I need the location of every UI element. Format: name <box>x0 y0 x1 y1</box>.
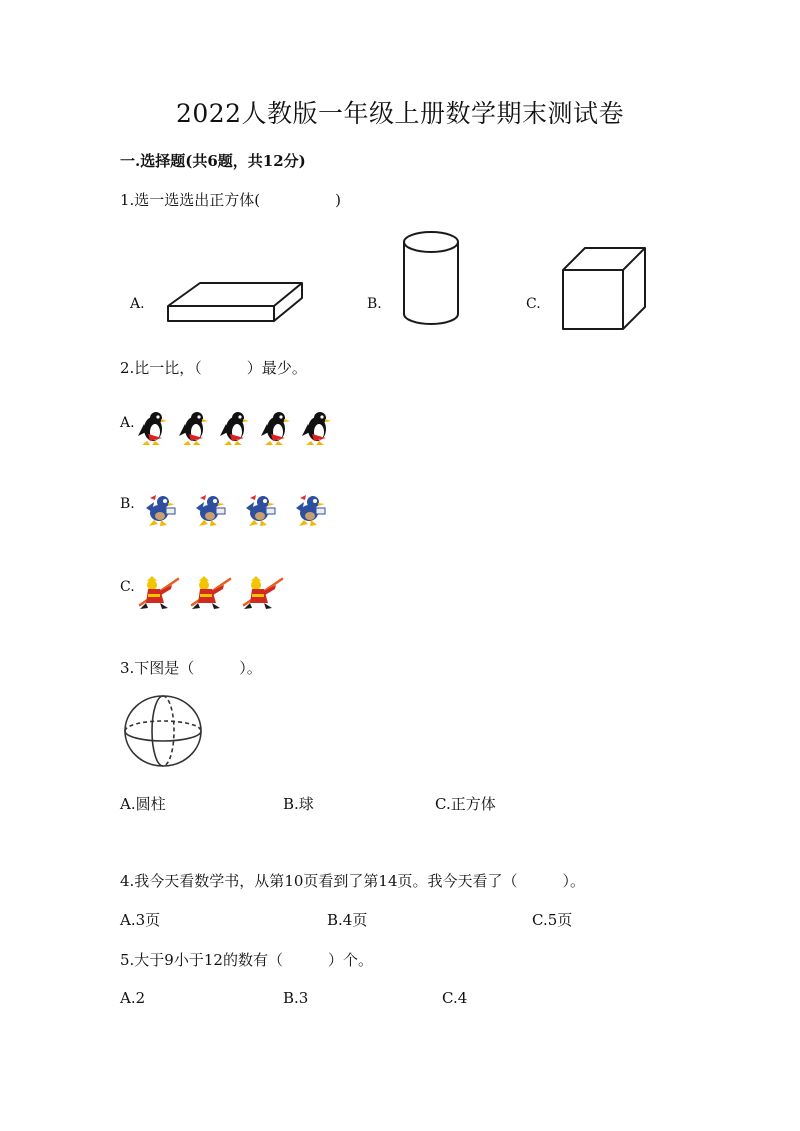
q4-option-c: C.5页 <box>532 911 573 929</box>
question-5-text: 5.大于9小于12的数有（ ）个。 <box>120 951 373 969</box>
monkey-king-icon <box>138 575 182 613</box>
q3-option-c: C.正方体 <box>435 795 496 813</box>
q2-option-c-label: C. <box>120 579 135 595</box>
q1-option-c-label: C. <box>526 296 541 312</box>
penguin-icon <box>300 410 334 448</box>
question-2-text: 2.比一比，（ ）最少。 <box>120 359 307 377</box>
question-3-text: 3.下图是（ ）。 <box>120 659 262 677</box>
penguin-icon <box>177 410 211 448</box>
penguin-icon <box>218 410 252 448</box>
section-heading: 一.选择题(共6题，共12分) <box>120 152 306 170</box>
question-1-text: 1.选一选选出正方体( ) <box>120 191 342 209</box>
penguin-icon <box>136 410 170 448</box>
blue-bird-icon <box>192 492 230 530</box>
question-4-text: 4.我今天看数学书，从第10页看到了第14页。我今天看了（ ）。 <box>120 872 585 890</box>
q5-option-c: C.4 <box>442 989 468 1007</box>
q4-option-b: B.4页 <box>327 911 368 929</box>
page-title: 2022人教版一年级上册数学期末测试卷 <box>175 99 625 128</box>
q4-option-a: A.3页 <box>120 911 161 929</box>
q5-option-b: B.3 <box>283 989 309 1007</box>
blue-bird-icon <box>292 492 330 530</box>
q2-option-a-label: A. <box>120 415 135 431</box>
q1-option-b-label: B. <box>367 296 382 312</box>
cylinder-icon <box>396 228 466 330</box>
q2-option-b-label: B. <box>120 496 135 512</box>
cuboid-flat-icon <box>160 275 310 330</box>
blue-bird-icon <box>142 492 180 530</box>
cube-icon <box>555 240 655 335</box>
penguin-icon <box>259 410 293 448</box>
monkey-king-icon <box>242 575 286 613</box>
monkey-king-icon <box>190 575 234 613</box>
blue-bird-icon <box>242 492 280 530</box>
q1-option-a-label: A. <box>130 296 145 312</box>
q5-option-a: A.2 <box>120 989 146 1007</box>
q3-option-a: A.圆柱 <box>120 795 166 813</box>
sphere-icon <box>122 693 204 769</box>
q3-option-b: B.球 <box>283 795 314 813</box>
